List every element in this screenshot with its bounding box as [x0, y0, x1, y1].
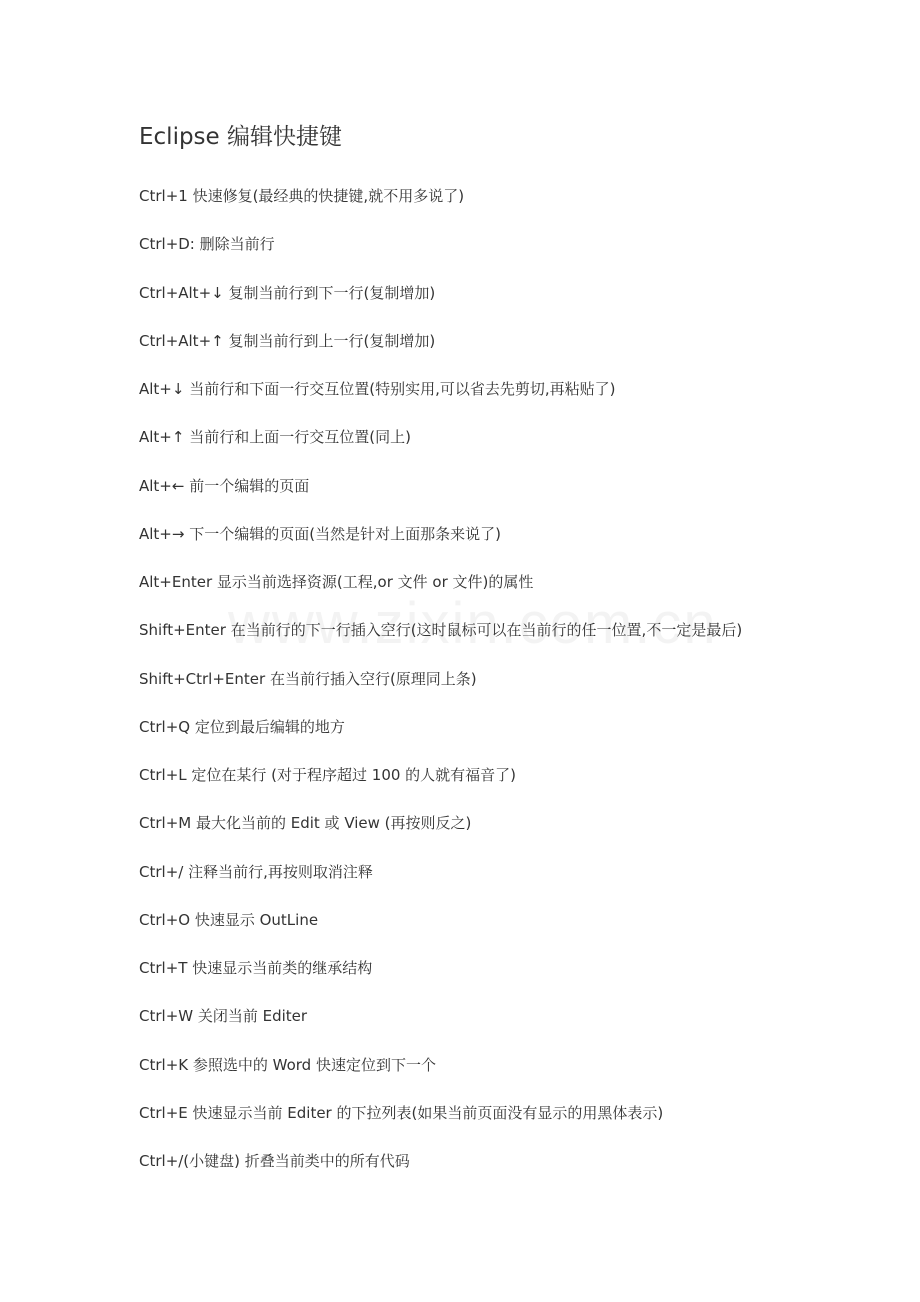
shortcut-item-ctrl-l: Ctrl+L 定位在某行 (对于程序超过 100 的人就有福音了) [139, 766, 517, 784]
shortcut-item-alt-right: Alt+→ 下一个编辑的页面(当然是针对上面那条来说了) [139, 524, 501, 543]
shortcut-item-shift-enter: Shift+Enter 在当前行的下一行插入空行(这时鼠标可以在当前行的任一位置,不一定是最后) [139, 621, 743, 640]
shortcut-item-ctrl-alt-down: Ctrl+Alt+↓ 复制当前行到下一行(复制增加) [139, 283, 436, 302]
document-body [139, 117, 899, 1170]
shortcut-item-alt-left: Alt+← 前一个编辑的页面 [139, 476, 310, 495]
shortcut-item-ctrl-t: Ctrl+T 快速显示当前类的继承结构 [139, 959, 373, 977]
shortcut-item-ctrl-k: Ctrl+K 参照选中的 Word 快速定位到下一个 [139, 1055, 436, 1074]
shortcut-item-shift-ctrl-enter: Shift+Ctrl+Enter 在当前行插入空行(原理同上条) [139, 669, 477, 688]
shortcut-item-alt-up: Alt+↑ 当前行和上面一行交互位置(同上) [139, 428, 411, 447]
shortcut-item-ctrl-m: Ctrl+M 最大化当前的 Edit 或 View (再按则反之) [139, 814, 472, 833]
shortcut-item-ctrl-e: Ctrl+E 快速显示当前 Editer 的下拉列表(如果当前页面没有显示的用黑体表示) [139, 1103, 664, 1122]
shortcut-item-ctrl-1: Ctrl+1 快速修复(最经典的快捷键,就不用多说了) [139, 187, 465, 205]
shortcut-item-alt-enter: Alt+Enter 显示当前选择资源(工程,or 文件 or 文件)的属性 [139, 573, 534, 591]
shortcut-item-ctrl-alt-up: Ctrl+Alt+↑ 复制当前行到上一行(复制增加) [139, 331, 436, 350]
shortcut-item-ctrl-slash-keypad: Ctrl+/(小键盘) 折叠当前类中的所有代码 [139, 1152, 410, 1170]
shortcut-item-ctrl-w: Ctrl+W 关闭当前 Editer [139, 1007, 308, 1026]
shortcut-item-ctrl-slash: Ctrl+/ 注释当前行,再按则取消注释 [139, 862, 373, 881]
page-title: Eclipse 编辑快捷键 [139, 124, 343, 150]
shortcut-item-alt-down: Alt+↓ 当前行和下面一行交互位置(特别实用,可以省去先剪切,再粘贴了) [139, 380, 616, 398]
shortcut-item-ctrl-o: Ctrl+O 快速显示 OutLine [139, 910, 319, 929]
shortcut-item-ctrl-q: Ctrl+Q 定位到最后编辑的地方 [139, 717, 345, 736]
shortcut-list [139, 179, 742, 1192]
shortcut-item-ctrl-d: Ctrl+D: 删除当前行 [139, 235, 275, 254]
